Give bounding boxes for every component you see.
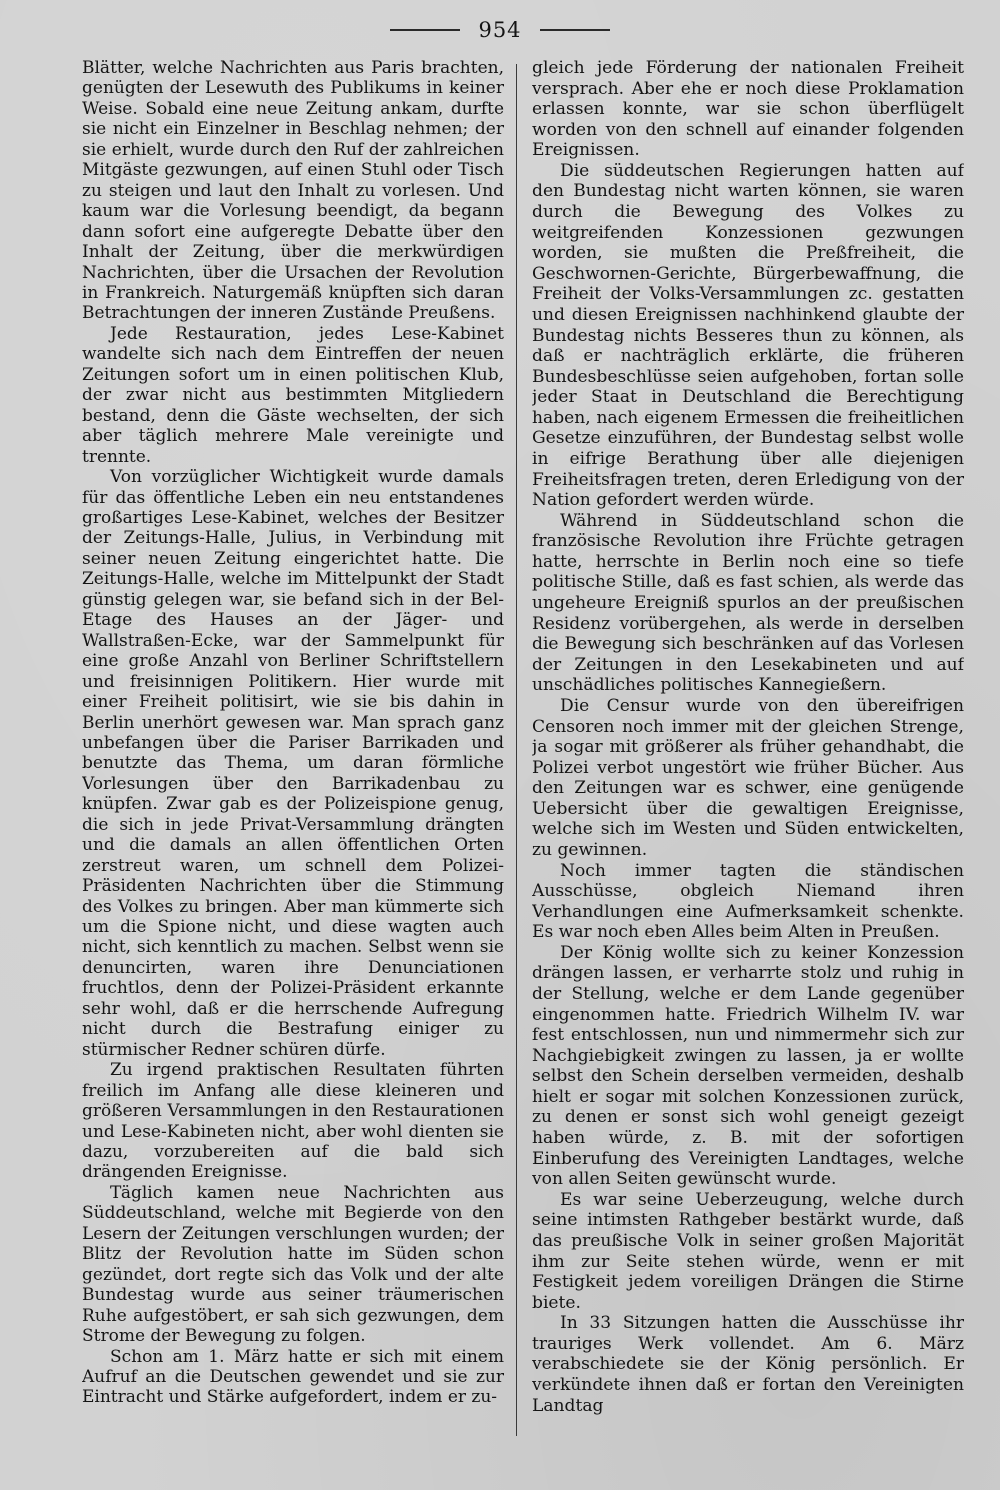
- paragraph: gleich jede Förderung der nationalen Freiheit versprach. Aber ehe er noch diese Proklamation erlassen konnte, war sie schon überflügelt worden von den schnell auf einander folgenden Ereignissen.: [532, 58, 964, 161]
- page-header: [0, 14, 1000, 46]
- paragraph: Während in Süddeutschland schon die französische Revolution ihre Früchte getragen hatte, herrschte in Berlin noch eine so tiefe politische Stille, daß es fast schien, als werde das ungeheure Ereigniß spurlos an der preußischen Residenz vorübergehen, als werde in derselben die Bewegung sich beschränken auf das Vorlesen der Zeitungen in den Lesekabineten und auf unschädliches politisches Kannegießern.: [532, 510, 964, 696]
- paragraph: In 33 Sitzungen hatten die Ausschüsse ihr trauriges Werk vollendet. Am 6. März verabschiedete sie der König persönlich. Er verkündete ihnen daß er fortan den Vereinigten Landtag: [532, 1313, 964, 1416]
- header-rule-left: [390, 29, 460, 31]
- paragraph: Täglich kamen neue Nachrichten aus Süddeutschland, welche mit Begierde von den Lesern der Zeitungen verschlungen wurden; der Blitz der Revolution hatte im Süden schon gezündet, dort regte sich das Volk und der alte Bundestag wurde aus seiner träumerischen Ruhe aufgestöbert, er sah sich gezwungen, dem Strome der Bewegung zu folgen.: [82, 1182, 504, 1347]
- paragraph: Die süddeutschen Regierungen hatten auf den Bundestag nicht warten können, sie waren durch die Bewegung des Volkes zu weitgreifenden Konzessionen gezwungen worden, sie mußten die Preßfreiheit, die Geschwornen-Gerichte, Bürgerbewaffnung, die Freiheit der Volks-Versammlungen zc. gestatten und diesen Ereignissen nachhinkend glaubte der Bundestag nichts Besseres thun zu können, als daß er nachträglich erklärte, die früheren Bundesbeschlüsse seien aufgehoben, fortan solle jeder Staat in Deutschland die Berechtigung haben, nach eigenem Ermessen die freiheitlichen Gesetze einzuführen, der Bundestag selbst wolle in eifrige Berathung über alle diejenigen Freiheitsfragen treten, deren Erledigung von der Nation gefordert werden würde.: [532, 160, 964, 511]
- paragraph: Der König wollte sich zu keiner Konzession drängen lassen, er verharrte stolz und ruhig in der Stellung, welche er dem Lande gegenüber eingenommen hatte. Friedrich Wilhelm IV. war fest entschlossen, nun und nimmermehr sich zur Nachgiebigkeit zwingen zu lassen, ja er wollte selbst den Schein derselben vermeiden, deshalb hielt er sogar mit solchen Konzessionen zurück, zu denen er sonst sich wohl geneigt gezeigt haben würde, z. B. mit der sofortigen Einberufung des Vereinigten Landtages, welche von allen Seiten gewünscht wurde.: [532, 942, 964, 1190]
- right-text-column: [532, 58, 964, 1428]
- left-text-column: [82, 58, 504, 1428]
- paragraph: Noch immer tagten die ständischen Ausschüsse, obgleich Niemand ihren Verhandlungen eine Aufmerksamkeit schenkte. Es war noch eben Alles beim Alten in Preußen.: [532, 860, 964, 943]
- paragraph: Es war seine Ueberzeugung, welche durch seine intimsten Rathgeber bestärkt wurde, daß das preußische Volk in seiner großen Majorität ihm zur Seite stehen würde, wenn er mit Festigkeit jedem voreiligen Drängen die Stirne biete.: [532, 1189, 964, 1313]
- paragraph: Schon am 1. März hatte er sich mit einem Aufruf an die Deutschen gewendet und sie zur Eintracht und Stärke aufgefordert, indem er zu-: [82, 1346, 504, 1408]
- paragraph: Von vorzüglicher Wichtigkeit wurde damals für das öffentliche Leben ein neu entstandenes großartiges Lese-Kabinet, welches der Besitzer der Zeitungs-Halle, Julius, in Verbindung mit seiner neuen Zeitung eingerichtet hatte. Die Zeitungs-Halle, welche im Mittelpunkt der Stadt günstig gelegen war, sie befand sich in der Bel-Etage des Hauses an der Jäger- und Wallstraßen-Ecke, war der Sammelpunkt für eine große Anzahl von Berliner Schriftstellern und freisinnigen Politikern. Hier wurde mit einer Freiheit politisirt, wie sie bis dahin in Berlin unerhört gewesen war. Man sprach ganz unbefangen über die Pariser Barrikaden und benutzte das Thema, um daran förmliche Vorlesungen über den Barrikadenbau zu knüpfen. Zwar gab es der Polizeispione genug, die sich in jede Privat-Versammlung drängten und die damals an allen öffentlichen Orten zerstreut waren, um schnell dem Polizei-Präsidenten Nachrichten über die Stimmung des Volkes zu bringen. Aber man kümmerte sich um die Spione nicht, und diese wagten auch nicht, sich kenntlich zu machen. Selbst wenn sie denuncirten, waren ihre Denunciationen fruchtlos, denn der Polizei-Präsident erkannte sehr wohl, daß er die herrschende Aufregung nicht durch die Bestrafung einiger zu stürmischer Redner schüren dürfe.: [82, 467, 504, 1060]
- page-number: 954: [478, 18, 522, 42]
- column-divider: [516, 64, 517, 1436]
- paragraph: Blätter, welche Nachrichten aus Paris brachten, genügten der Lesewuth des Publikums in keiner Weise. Sobald eine neue Zeitung ankam, durfte sie nicht ein Einzelner in Beschlag nehmen; der sie erhielt, wurde durch den Ruf der zahlreichen Mitgäste gezwungen, auf einen Stuhl oder Tisch zu steigen und laut den Inhalt zu vorlesen. Und kaum war die Vorlesung beendigt, da begann dann sofort eine aufgeregte Debatte über den Inhalt der Zeitung, über die merkwürdigen Nachrichten, über die Ursachen der Revolution in Frankreich. Naturgemäß knüpften sich daran Betrachtungen der inneren Zustände Preußens.: [82, 58, 504, 324]
- header-rule-right: [540, 29, 610, 31]
- paragraph: Zu irgend praktischen Resultaten führten freilich im Anfang alle diese kleineren und größeren Versammlungen in den Restaurationen und Lese-Kabineten nicht, aber wohl dienten sie dazu, vorzubereiten auf die bald sich drängenden Ereignisse.: [82, 1060, 504, 1183]
- paragraph: Jede Restauration, jedes Lese-Kabinet wandelte sich nach dem Eintreffen der neuen Zeitungen sofort um in einen politischen Klub, der zwar nicht aus bestimmten Mitgliedern bestand, denn die Gäste wechselten, der sich aber täglich mehrere Male vereinigte und trennte.: [82, 323, 504, 467]
- paragraph: Die Censur wurde von den übereifrigen Censoren noch immer mit der gleichen Strenge, ja sogar mit größerer als früher gehandhabt, die Polizei verbot ungestört wie früher Bücher. Aus den Zeitungen war es schwer, eine genügende Uebersicht über die gewaltigen Ereignisse, welche sich im Westen und Süden entwickelten, zu gewinnen.: [532, 695, 964, 860]
